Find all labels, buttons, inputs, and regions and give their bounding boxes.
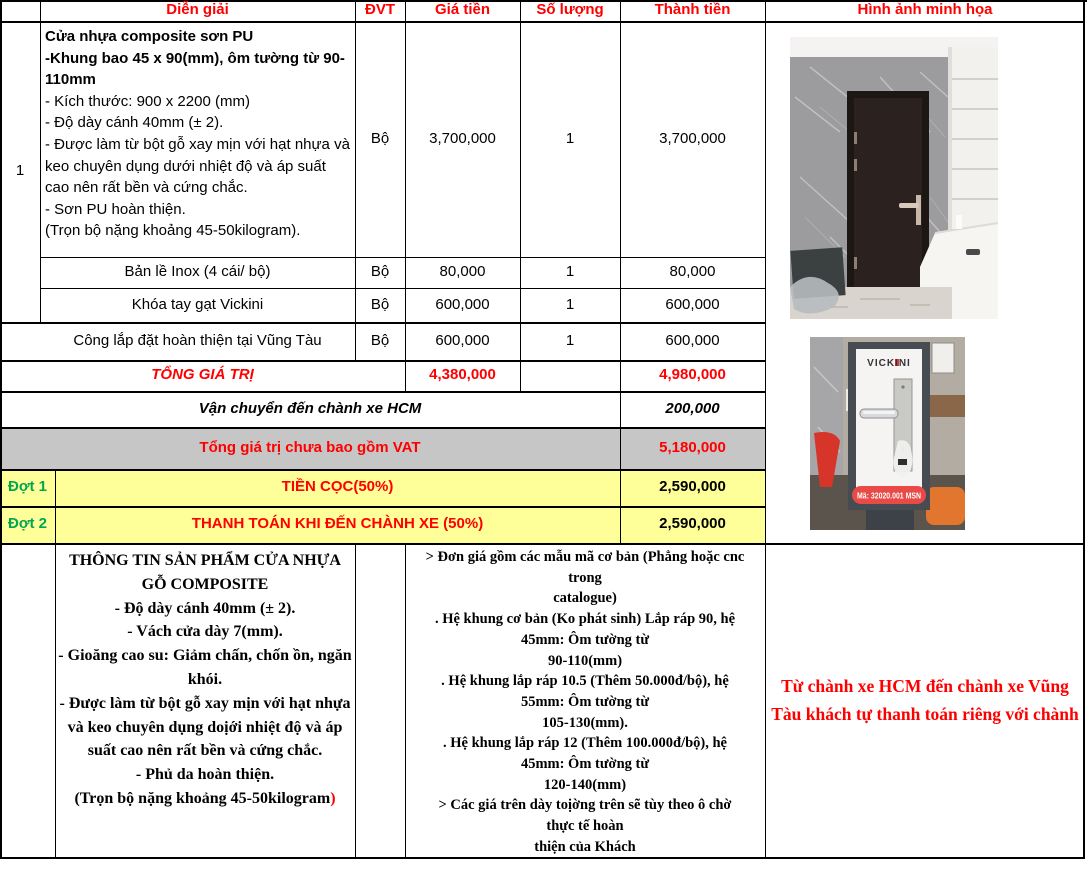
phase2-amount: 2,590,000 bbox=[659, 515, 726, 533]
pricing-note-line: . Hệ khung lắp ráp 12 (Thêm 100.000đ/bộ), hệ bbox=[442, 735, 727, 752]
phase1-description: TIỀN CỌC(50%) bbox=[281, 478, 394, 496]
shipping-note: Từ chành xe HCM đến chành xe Vũng Tàu khách tự thanh toán riêng với chành bbox=[771, 676, 1079, 724]
backplate-screw bbox=[901, 385, 904, 388]
subitem-price: 80,000 bbox=[439, 263, 486, 281]
shelf-edge bbox=[948, 47, 952, 232]
product-info-line: GỖ COMPOSITE bbox=[141, 575, 269, 593]
subitem-label: Khóa tay gạt Vickini bbox=[131, 295, 264, 313]
door-handle-plate bbox=[916, 195, 921, 225]
header-quantity: Số lượng bbox=[536, 1, 604, 19]
product-info-block bbox=[55, 549, 355, 811]
header-description: Diễn giải bbox=[166, 1, 229, 19]
pricing-note-line: > Đơn giá gồm các mẫu mã cơ bản (Phẳng hoặc cnc bbox=[425, 549, 745, 565]
pricing-note-line: . Hệ khung lắp ráp 10.5 (Thêm 50.000đ/bộ), hệ bbox=[441, 673, 729, 690]
product-weight-text: (Trọn bộ nặng khoảng 45-50kilogram bbox=[74, 789, 331, 807]
brand-logo: VICKINI bbox=[867, 358, 911, 369]
product-info-line: THÔNG TIN SẢN PHẨM CỬA NHỰA bbox=[69, 552, 341, 569]
phase2-label: Đợt 2 bbox=[7, 515, 47, 533]
door-slab bbox=[854, 98, 922, 290]
counter-item bbox=[966, 249, 980, 255]
door-hinge bbox=[854, 257, 857, 269]
pricing-note-line: 105-130(mm). bbox=[542, 714, 628, 731]
product-info-line: - Gioăng cao su: Giảm chấn, chốn ồn, ngăn bbox=[58, 647, 352, 665]
vat-total-amount: 5,180,000 bbox=[659, 438, 726, 456]
wall-frame bbox=[932, 343, 954, 373]
phase1-amount: 2,590,000 bbox=[659, 478, 726, 496]
item-index: 1 bbox=[15, 162, 25, 180]
pricing-note-line: trong bbox=[568, 569, 602, 586]
subitem-price: 600,000 bbox=[435, 331, 490, 349]
shipping-amount: 200,000 bbox=[665, 399, 720, 417]
pricing-note-line: thiện của Khách bbox=[534, 838, 636, 855]
pricing-note-line: . Hệ khung cơ bản (Ko phát sinh) Lắp ráp 90, hệ bbox=[434, 611, 736, 628]
pricing-note-line: 45mm: Ôm tường từ bbox=[520, 756, 650, 773]
header-price: Giá tiền bbox=[434, 1, 490, 19]
product-weight-paren: ) bbox=[330, 789, 336, 807]
item-detail-line: - Được làm từ bột gỗ xay mịn với hạt nhựa và keo chuyên dụng dưới nhiệt độ và áp suất cao nên rất bền và cứng chắc. bbox=[45, 135, 350, 197]
door-hinge bbox=[854, 159, 857, 171]
shipping-label: Vận chuyển đến chành xe HCM bbox=[198, 399, 422, 417]
product-info-line: và keo chuyên dụng doịới nhiệt độ và áp bbox=[67, 718, 343, 736]
pricing-note-line: 55mm: Ôm tường từ bbox=[520, 693, 650, 710]
subitem-total: 600,000 bbox=[665, 295, 720, 313]
subitem-quantity: 1 bbox=[565, 263, 575, 281]
grand-total-amount: 4,980,000 bbox=[659, 366, 726, 384]
subitem-unit: Bộ bbox=[370, 331, 390, 349]
pricing-notes-block bbox=[405, 547, 765, 858]
item-title-line: -Khung bao 45 x 90(mm), ôm tường từ 90-110mm bbox=[45, 49, 345, 89]
door-handle-lever bbox=[899, 203, 919, 208]
header-total: Thành tiền bbox=[654, 1, 731, 19]
stand-base bbox=[866, 510, 914, 530]
item-description bbox=[45, 26, 351, 242]
product-info-line: - Vách cửa dày 7(mm). bbox=[127, 623, 283, 641]
subitem-price: 600,000 bbox=[435, 295, 490, 313]
phase1-label: Đợt 1 bbox=[7, 478, 47, 496]
subitem-total: 80,000 bbox=[669, 263, 716, 281]
product-info-line: suất cao nên rất bền và cứng chắc. bbox=[87, 742, 323, 760]
lever-shine bbox=[863, 411, 895, 414]
header-image: Hình ảnh minh họa bbox=[857, 1, 993, 19]
item-detail-line: (Trọn bộ nặng khoảng 45-50kilogram). bbox=[45, 222, 301, 240]
pricing-note-line: > Các giá trên dày toịờng trên sẽ tùy theo ô chờ bbox=[438, 797, 732, 814]
subitem-unit: Bộ bbox=[370, 295, 390, 313]
phase2-description: THANH TOÁN KHI ĐẾN CHÀNH XE (50%) bbox=[191, 515, 484, 533]
subitem-unit: Bộ bbox=[370, 263, 390, 281]
item-detail-line: - Kích thước: 900 x 2200 (mm) bbox=[45, 92, 250, 110]
item-unit: Bộ bbox=[370, 129, 390, 147]
product-label-text: Mã: 32020.001 MSN bbox=[857, 490, 921, 501]
product-info-line: khói. bbox=[187, 670, 223, 688]
subitem-label: Công lắp đặt hoàn thiện tại Vũng Tàu bbox=[73, 331, 322, 349]
item-total: 3,700,000 bbox=[659, 129, 726, 147]
item-quantity: 1 bbox=[565, 129, 575, 147]
door-hinge bbox=[854, 132, 857, 144]
item-title-line: Cửa nhựa composite sơn PU bbox=[45, 28, 254, 45]
product-photo bbox=[810, 337, 965, 530]
vat-total-label: Tổng giá trị chưa bao gồm VAT bbox=[199, 438, 421, 456]
pricing-note-line: 120-140(mm) bbox=[543, 776, 627, 793]
item-detail-line: - Sơn PU hoàn thiện. bbox=[45, 200, 186, 218]
grand-total-price: 4,380,000 bbox=[429, 366, 496, 384]
product-weight-line bbox=[55, 787, 355, 811]
pricing-note-line: catalogue) bbox=[553, 590, 617, 607]
pricing-note-line: 90-110(mm) bbox=[547, 652, 623, 669]
orange-chair bbox=[926, 487, 965, 525]
grand-total-label: TỔNG GIÁ TRỊ bbox=[151, 366, 254, 384]
subitem-label: Bản lề Inox (4 cái/ bộ) bbox=[124, 263, 271, 281]
item-detail-line: - Độ dày cánh 40mm (± 2). bbox=[45, 114, 224, 132]
item-price: 3,700,000 bbox=[429, 129, 496, 147]
product-info-line: - Phủ da hoàn thiện. bbox=[135, 766, 275, 784]
door-photo bbox=[790, 37, 998, 319]
lock-keyslot bbox=[898, 459, 907, 465]
subitem-total: 600,000 bbox=[665, 331, 720, 349]
bottle bbox=[956, 215, 962, 229]
subitem-quantity: 1 bbox=[565, 331, 575, 349]
product-info-line: - Được làm từ bột gỗ xay mịn với hạt nhựa bbox=[59, 694, 351, 712]
product-info-line: - Độ dày cánh 40mm (± 2). bbox=[114, 599, 296, 617]
pricing-note-line: thực tế hoàn bbox=[546, 818, 624, 835]
pricing-note-line: 45mm: Ôm tường từ bbox=[520, 631, 650, 648]
header-unit: ĐVT bbox=[365, 1, 395, 19]
subitem-quantity: 1 bbox=[565, 295, 575, 313]
